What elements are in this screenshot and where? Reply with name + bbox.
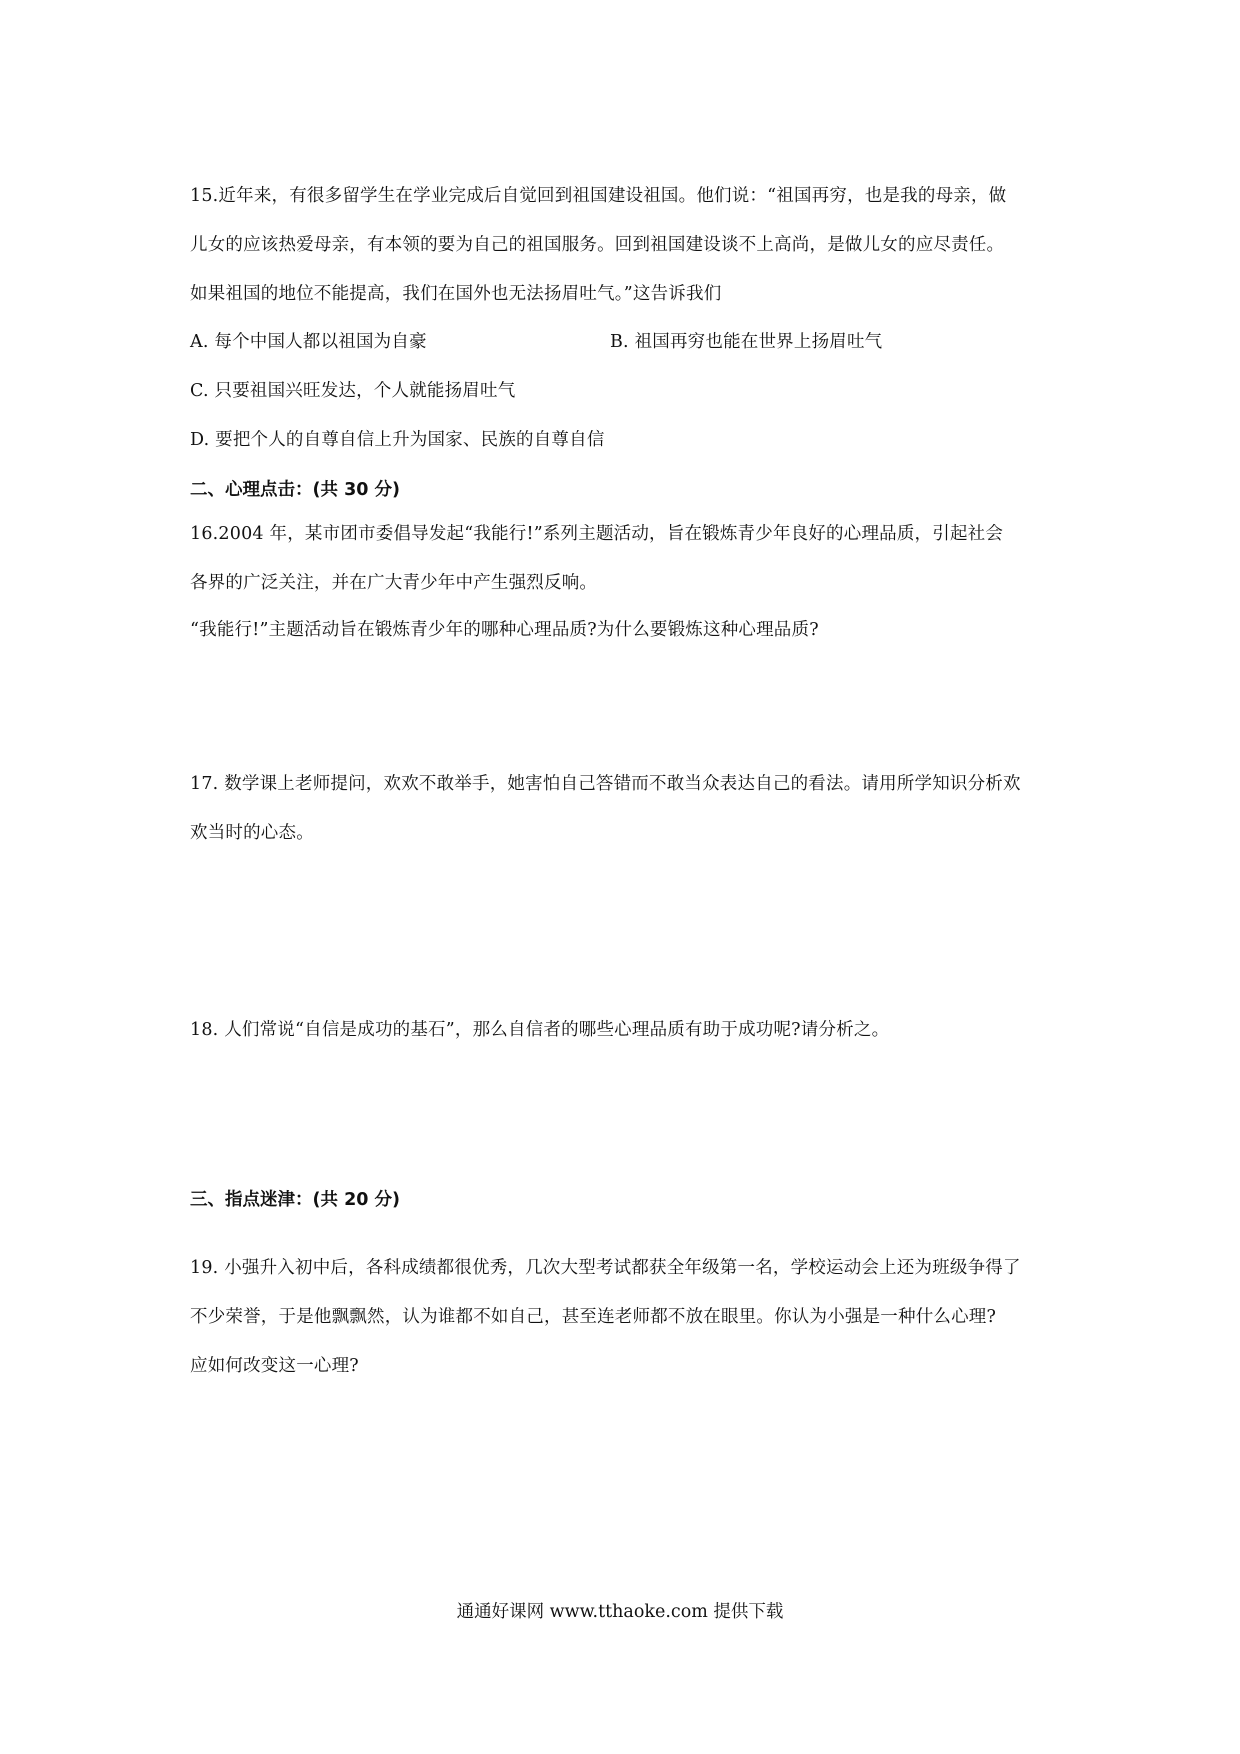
question-19-line-2: 不少荣誉，于是他飘飘然，认为谁都不如自己，甚至连老师都不放在眼里。你认为小强是一种什么心理? xyxy=(190,1307,997,1327)
question-17-line-1: 17. 数学课上老师提问，欢欢不敢举手，她害怕自己答错而不敢当众表达自己的看法。请用所学知识分析欢 xyxy=(190,774,1021,794)
question-15-options xyxy=(190,318,1070,465)
question-16-prompt-text: “我能行!”主题活动旨在锻炼青少年的哪种心理品质?为什么要锻炼这种心理品质? xyxy=(190,620,819,640)
question-15-line-1: 15.近年来，有很多留学生在学业完成后自觉回到祖国建设祖国。他们说：“祖国再穷，也是我的母亲，做 xyxy=(190,186,1007,206)
question-19 xyxy=(190,1244,1070,1391)
question-16 xyxy=(190,510,1070,608)
option-b: B. 祖国再穷也能在世界上扬眉吐气 xyxy=(610,332,883,352)
question-16-prompt xyxy=(190,606,1070,655)
question-17-line-2: 欢当时的心态。 xyxy=(190,823,314,843)
section-2-heading: 二、心理点击：(共 30 分) xyxy=(190,480,401,500)
page-footer: 通通好课网 www.tthaoke.com 提供下载 xyxy=(456,1602,784,1622)
question-18 xyxy=(190,1006,1070,1055)
question-19-line-3: 应如何改变这一心理? xyxy=(190,1356,359,1376)
question-16-line-2: 各界的广泛关注，并在广大青少年中产生强烈反响。 xyxy=(190,573,598,593)
question-15-line-2: 儿女的应该热爱母亲，有本领的要为自己的祖国服务。回到祖国建设谈不上高尚，是做儿女的应尽责任。 xyxy=(190,235,1005,255)
section-3-heading: 三、指点迷津：(共 20 分) xyxy=(190,1190,401,1210)
option-c: C. 只要祖国兴旺发达，个人就能扬眉吐气 xyxy=(190,381,516,401)
option-a: A. 每个中国人都以祖国为自豪 xyxy=(190,332,427,352)
question-19-line-1: 19. 小强升入初中后，各科成绩都很优秀，几次大型考试都获全年级第一名，学校运动会上还为班级争得了 xyxy=(190,1258,1021,1278)
question-15 xyxy=(190,172,1070,319)
options-row-ab xyxy=(190,318,1070,367)
question-16-line-1: 16.2004 年，某市团市委倡导发起“我能行!”系列主题活动，旨在锻炼青少年良好的心理品质，引起社会 xyxy=(190,524,1004,544)
question-15-line-3: 如果祖国的地位不能提高，我们在国外也无法扬眉吐气。”这告诉我们 xyxy=(190,284,722,304)
question-17 xyxy=(190,760,1070,858)
question-18-line-1: 18. 人们常说“自信是成功的基石”，那么自信者的哪些心理品质有助于成功呢?请分析之。 xyxy=(190,1020,890,1040)
option-d: D. 要把个人的自尊自信上升为国家、民族的自尊自信 xyxy=(190,430,605,450)
